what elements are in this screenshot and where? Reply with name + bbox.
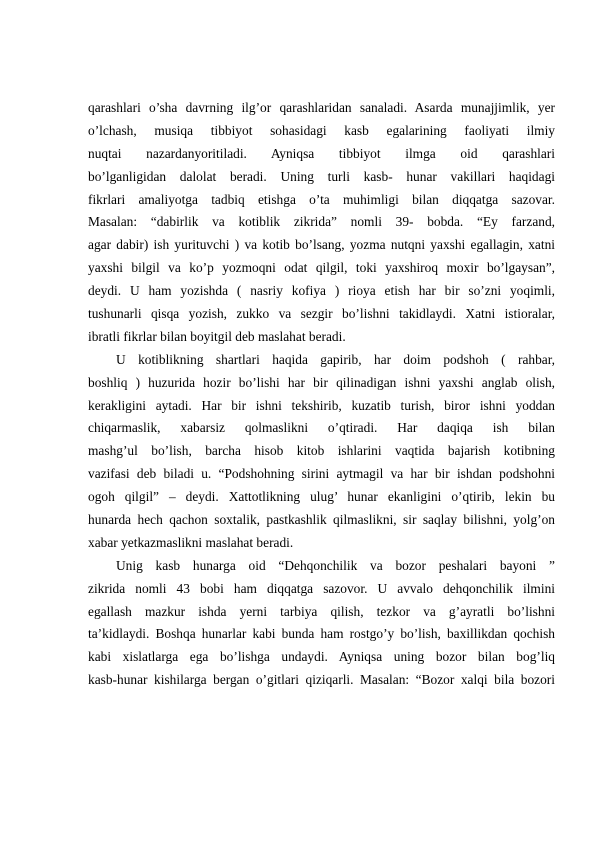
text-line: ibratli fikrlar bilan boyitgil deb maslahat beradi. — [88, 328, 346, 344]
text-line: bo’lganligidan dalolat beradi. Uning turli kasb- hunar vakillari haqidagi — [88, 168, 555, 184]
text-line: fikrlari amaliyotga tadbiq etishga o’ta muhimligi bilan diqqatga sazovar. — [88, 191, 555, 207]
text-line: ogoh qilgil” – deydi. Xattotlikning ulug’ hunar ekanligini o’qtirib, lekin bu — [88, 489, 555, 505]
text-line: zikrida nomli 43 bobi ham diqqatga sazovor. U avvalo dehqonchilik ilmini — [88, 580, 555, 596]
text-line: tushunarli qisqa yozish, zukko va sezgir bo’lishni takidlaydi. Xatni istioralar, — [88, 306, 555, 322]
text-line: U kotiblikning shartlari haqida gapirib, har doim podshoh ( rahbar, — [116, 351, 555, 367]
text-line: Masalan: “dabirlik va kotiblik zikrida” nomli 39- bobda. “Ey farzand, — [88, 214, 555, 230]
text-line: Unig kasb hunarga oid “Dehqonchilik va bozor peshalari bayoni ” — [116, 557, 555, 573]
text-line: deydi. U ham yozishda ( nasriy kofiya ) rioya etish har bir so’zni yoqimli, — [88, 283, 555, 299]
text-line: xabar yetkazmaslikni maslahat beradi. — [88, 534, 294, 550]
text-line: kabi xislatlarga ega bo’lishga undaydi. Ayniqsa uning bozor bilan bog’liq — [88, 649, 555, 665]
text-line: hunarda hech qachon soxtalik, pastkashlik qilmaslikni, sir saqlay bilishni, yolg’on — [88, 512, 555, 528]
text-line: chiqarmaslik, xabarsiz qolmaslikni o’qtiradi. Har daqiqa ish bilan — [88, 420, 555, 436]
text-line: qarashlari o’sha davrning ilg’or qarashlaridan sanaladi. Asarda munajjimlik, yer — [88, 100, 555, 115]
text-line: yaxshi bilgil va ko’p yozmoqni odat qilgil, toki yaxshiroq moxir bo’lgaysan”, — [88, 260, 555, 276]
text-line: egallash mazkur ishda yerni tarbiya qilish, tezkor va g’ayratli bo’lishni — [88, 603, 555, 619]
text-line: boshliq ) huzurida hozir bo’lishi har bir qilinadigan ishni yaxshi anglab olish, — [88, 374, 555, 390]
text-line: mashg’ul bo’lish, barcha hisob kitob ishlarini vaqtida bajarish kotibning — [88, 443, 555, 459]
text-line: o’lchash, musiqa tibbiyot sohasidagi kasb egalarining faoliyati ilmiy — [88, 122, 555, 138]
text-line: vazifasi deb biladi u. “Podshohning sirini aytmagil va har bir ishdan podshohni — [88, 466, 555, 482]
text-line: agar dabir) ish yurituvchi ) va kotib bo’lsang, yozma nutqni yaxshi egallagin, xatni — [88, 237, 555, 253]
text-line: kasb-hunar kishilarga bergan o’gitlari qiziqarli. Masalan: “Bozor xalqi bila bozori — [88, 672, 555, 688]
text-line: kerakligini aytadi. Har bir ishni tekshirib, kuzatib turish, biror ishni yoddan — [88, 397, 555, 413]
text-line: ta’kidlaydi. Boshqa hunarlar kabi bunda ham rostgo’y bo’lish, baxillikdan qochish — [88, 626, 555, 642]
body-text — [88, 97, 555, 692]
text-line: nuqtai nazardanyoritiladi. Ayniqsa tibbiyot ilmga oid qarashlari — [88, 145, 555, 161]
